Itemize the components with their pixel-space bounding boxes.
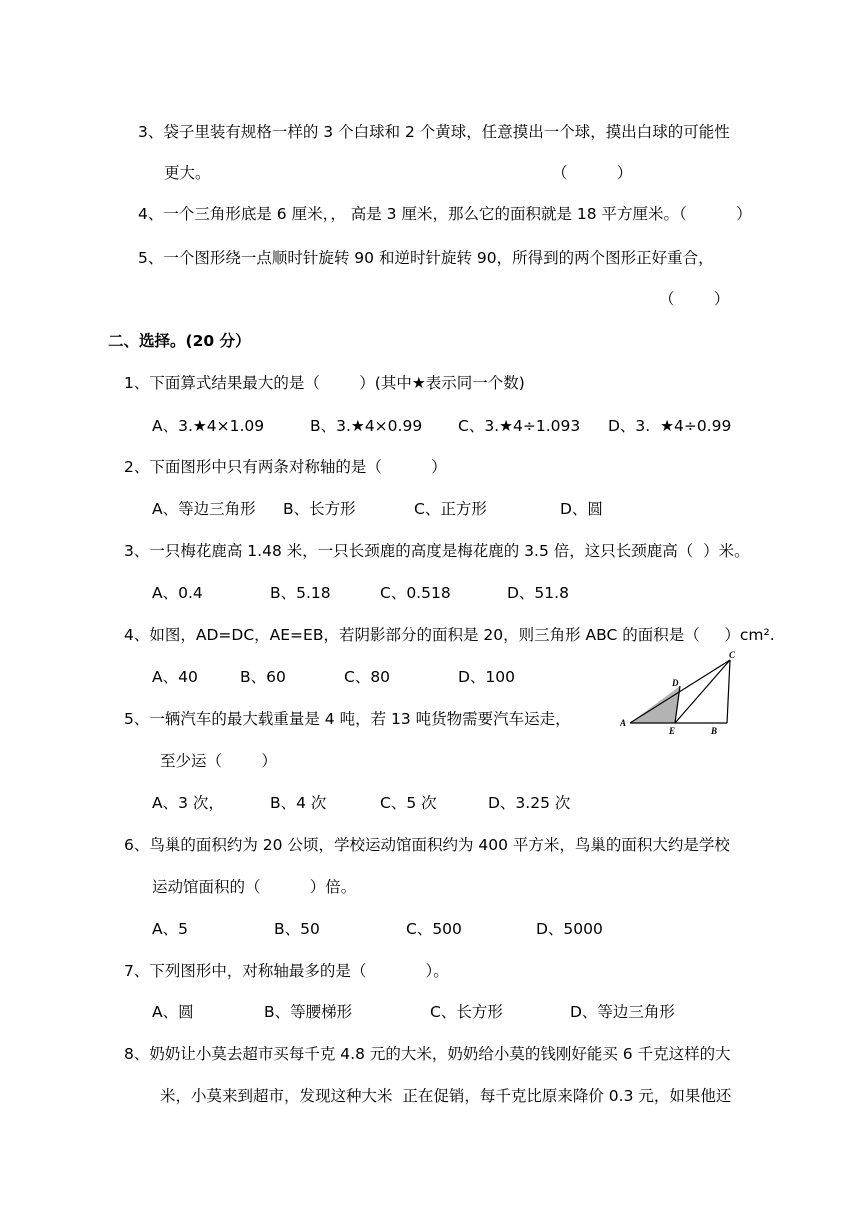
option-b: B、长方形 bbox=[283, 500, 356, 518]
option-c: C、80 bbox=[344, 668, 391, 686]
shaded-region bbox=[630, 686, 680, 723]
question-stem: 7、下列图形中，对称轴最多的是（ ）。 bbox=[124, 962, 449, 980]
option-b: B、3.★4×0.99 bbox=[310, 417, 423, 435]
judge-q3-answer-paren: （ ） bbox=[552, 164, 633, 182]
option-a: A、圆 bbox=[152, 1003, 194, 1021]
segment-ac bbox=[630, 660, 730, 723]
question-stem: 1、下面算式结果最大的是（ ）(其中★表示同一个数) bbox=[124, 374, 525, 392]
question-stem: 2、下面图形中只有两条对称轴的是（ ） bbox=[124, 458, 447, 476]
judge-q5-answer-paren: （ ） bbox=[659, 290, 730, 308]
option-d: D、5000 bbox=[536, 920, 603, 938]
question-stem: 4、如图，AD=DC，AE=EB，若阴影部分的面积是 20，则三角形 ABC 的面积是（ ）cm². bbox=[124, 626, 775, 644]
option-c: C、正方形 bbox=[414, 500, 487, 518]
option-c: C、长方形 bbox=[430, 1003, 503, 1021]
option-c: C、5 次 bbox=[380, 794, 437, 812]
judge-q5: 5、一个图形绕一点顺时针旋转 90 和逆时针旋转 90，所得到的两个图形正好重合， bbox=[138, 249, 714, 267]
question-stem: 6、鸟巢的面积约为 20 公顷，学校运动馆面积约为 400 平方米，鸟巢的面积大约是学校 bbox=[124, 836, 730, 854]
option-b: B、60 bbox=[240, 668, 286, 686]
option-b: B、4 次 bbox=[270, 794, 327, 812]
option-d: D、51.8 bbox=[507, 584, 569, 602]
option-d: D、圆 bbox=[560, 500, 603, 518]
option-a: A、5 bbox=[152, 920, 188, 938]
option-a: A、3 次， bbox=[152, 794, 224, 812]
judge-q3-line2: 更大。 bbox=[164, 164, 211, 182]
judge-q3-line1: 3、袋子里装有规格一样的 3 个白球和 2 个黄球，任意摸出一个球，摸出白球的可能性 bbox=[138, 123, 730, 141]
option-a: A、40 bbox=[152, 668, 198, 686]
question-stem: 5、一辆汽车的最大载重量是 4 吨，若 13 吨货物需要汽车运走， bbox=[124, 710, 571, 728]
option-a: A、等边三角形 bbox=[152, 500, 256, 518]
question-stem: 8、奶奶让小莫去超市买每千克 4.8 元的大米，奶奶给小莫的钱刚好能买 6 千克这样的大 bbox=[124, 1045, 731, 1063]
question-stem-continued: 运动馆面积的（ ）倍。 bbox=[152, 878, 357, 896]
option-a: A、3.★4×1.09 bbox=[152, 417, 265, 435]
question-stem: 3、一只梅花鹿高 1.48 米，一只长颈鹿的高度是梅花鹿的 3.5 倍，这只长颈鹿高（ ）米。 bbox=[124, 542, 750, 560]
option-c: C、500 bbox=[406, 920, 462, 938]
label-e: E bbox=[669, 726, 676, 736]
segment-bc bbox=[727, 660, 730, 723]
triangle-figure bbox=[620, 648, 742, 736]
option-d: D、3. ★4÷0.99 bbox=[608, 417, 732, 435]
option-b: B、50 bbox=[274, 920, 320, 938]
label-b: B bbox=[711, 726, 718, 736]
section-heading: 二、选择。(20 分） bbox=[108, 332, 251, 350]
option-b: B、5.18 bbox=[270, 584, 331, 602]
judge-q4: 4、一个三角形底是 6 厘米，， 高是 3 厘米，那么它的面积就是 18 平方厘米。（ ） bbox=[138, 205, 752, 223]
option-b: B、等腰梯形 bbox=[264, 1003, 353, 1021]
question-stem-continued: 至少运（ ） bbox=[160, 752, 277, 770]
label-a: A bbox=[620, 718, 627, 728]
option-d: D、等边三角形 bbox=[570, 1003, 675, 1021]
option-c: C、0.518 bbox=[380, 584, 451, 602]
segment-ec bbox=[675, 660, 730, 723]
label-d: D bbox=[672, 678, 679, 688]
option-a: A、0.4 bbox=[152, 584, 203, 602]
label-c: C bbox=[729, 650, 736, 660]
option-d: D、3.25 次 bbox=[488, 794, 571, 812]
option-c: C、3.★4÷1.093 bbox=[458, 417, 581, 435]
question-stem-continued: 米，小莫来到超市，发现这种大米 正在促销，每千克比原来降价 0.3 元，如果他还 bbox=[160, 1087, 732, 1105]
option-d: D、100 bbox=[458, 668, 516, 686]
